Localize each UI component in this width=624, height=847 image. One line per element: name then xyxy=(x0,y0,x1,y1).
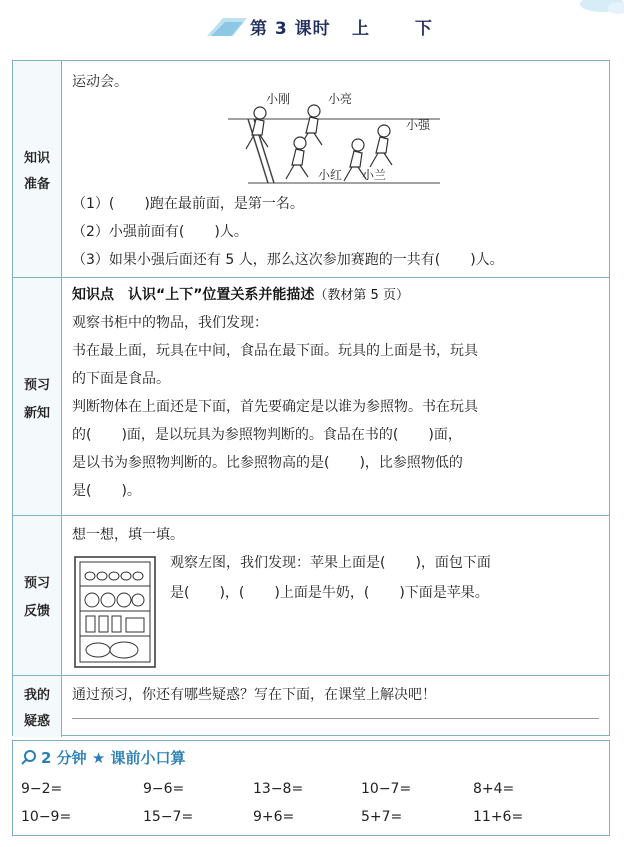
arithmetic-problem: 10−9= xyxy=(21,809,72,825)
new-line xyxy=(72,480,141,500)
runner-name: 小兰 xyxy=(362,168,387,182)
arithmetic-problem: 9−6= xyxy=(143,781,185,797)
arithmetic-problem: 8+4= xyxy=(473,781,515,797)
arithmetic-problem: 9+6= xyxy=(253,809,295,825)
prep-intro: 运动会。 xyxy=(72,74,128,90)
doubt-content xyxy=(62,676,609,737)
label-line: 反馈 xyxy=(23,604,50,619)
feedback-row xyxy=(13,515,609,675)
answer-line[interactable] xyxy=(72,718,599,719)
new-line: 判断物体在上面还是下面，首先要确定是以谁为参照物。书在玩具 xyxy=(72,399,478,415)
new-line: 书在最上面，玩具在中间，食品在最下面。玩具的上面是书，玩具 xyxy=(72,343,478,359)
cloud-decoration-icon xyxy=(554,0,624,20)
lesson-number: 第 3 课时 xyxy=(250,19,331,39)
new-line: 的下面是食品。 xyxy=(72,371,170,387)
fridge-shelf-illustration xyxy=(74,556,156,668)
text-part: 知识点 认识“上下”位置关系并能描述 xyxy=(72,287,315,303)
doubt-label xyxy=(13,676,62,737)
search-magnifier-icon xyxy=(21,749,37,765)
feedback-line xyxy=(170,582,489,602)
prep-question-1 xyxy=(72,193,304,213)
runner-name: 小强 xyxy=(406,118,431,132)
runner-name: 小红 xyxy=(318,168,343,182)
new-knowledge-label xyxy=(13,278,62,515)
doubt-row xyxy=(13,675,609,737)
new-knowledge-row xyxy=(13,277,609,515)
text-part: )。 xyxy=(121,483,141,499)
text-part: )人。 xyxy=(214,224,248,240)
doubt-prompt: 通过预习，你还有哪些疑惑？写在下面，在课堂上解决吧！ xyxy=(72,687,436,703)
text-part: （1）( xyxy=(72,196,115,212)
prep-question-2 xyxy=(72,221,248,241)
knowledge-prep-content xyxy=(62,61,609,277)
feedback-intro: 想一想，填一填。 xyxy=(72,527,184,543)
new-knowledge-content xyxy=(62,278,609,515)
new-line xyxy=(72,424,462,444)
arithmetic-problem: 11+6= xyxy=(473,809,524,825)
arithmetic-problem: 5+7= xyxy=(361,809,403,825)
arithmetic-problem: 15−7= xyxy=(143,809,194,825)
new-line xyxy=(72,452,463,472)
text-part: 观察左图，我们发现：苹果上面是( xyxy=(170,555,386,571)
text-part: )面， xyxy=(428,427,462,443)
text-part: （2）小强前面有( xyxy=(72,224,185,240)
prep-question-3 xyxy=(72,249,504,269)
feedback-line xyxy=(170,552,491,572)
text-part: )，比参照物低的 xyxy=(359,455,463,471)
arithmetic-problem: 13−8= xyxy=(253,781,304,797)
book-swoosh-icon xyxy=(205,14,249,40)
text-part: )，面包下面 xyxy=(415,555,491,571)
text-part: )下面是苹果。 xyxy=(399,585,489,601)
feedback-label xyxy=(13,516,62,675)
textbook-reference: （教材第 5 页） xyxy=(314,288,409,303)
text-part: 是以书为参照物判断的。比参照物高的是( xyxy=(72,455,330,471)
page-header xyxy=(0,0,624,54)
text-part: 是( xyxy=(72,483,92,499)
text-part: )，( xyxy=(219,585,245,601)
arithmetic-problem: 10−7= xyxy=(361,781,412,797)
lesson-table xyxy=(12,60,610,736)
oral-arithmetic-box xyxy=(12,740,610,836)
text-part: )面，是以玩具为参照物判断的。食品在书的( xyxy=(121,427,399,443)
oral-title: 2 分钟 ★ 课前小口算 xyxy=(41,749,186,767)
runner-name: 小亮 xyxy=(328,92,353,106)
text-part: )跑在最前面，是第一名。 xyxy=(144,196,304,212)
knowledge-prep-row xyxy=(13,61,609,277)
label-line: 准备 xyxy=(23,177,50,192)
text-part: （3）如果小强后面还有 5 人，那么这次参加赛跑的一共有( xyxy=(72,252,441,268)
label-line: 新知 xyxy=(23,406,50,421)
label-line: 预习 xyxy=(23,378,50,393)
text-part: 的( xyxy=(72,427,92,443)
label-line: 我的 xyxy=(23,688,50,703)
knowledge-prep-label xyxy=(13,61,62,277)
text-part: 是( xyxy=(170,585,190,601)
lesson-title: 上 下 xyxy=(352,19,452,39)
label-line: 预习 xyxy=(23,576,50,591)
feedback-content xyxy=(62,516,609,675)
runner-name: 小刚 xyxy=(266,92,291,106)
new-line: 观察书柜中的物品，我们发现： xyxy=(72,315,268,331)
text-part: )上面是牛奶，( xyxy=(274,585,370,601)
running-race-illustration xyxy=(228,91,440,191)
label-line: 知识 xyxy=(23,151,50,166)
knowledge-point-heading xyxy=(72,284,409,304)
arithmetic-problem: 9−2= xyxy=(21,781,63,797)
label-line: 疑惑 xyxy=(23,714,50,729)
text-part: )人。 xyxy=(470,252,504,268)
